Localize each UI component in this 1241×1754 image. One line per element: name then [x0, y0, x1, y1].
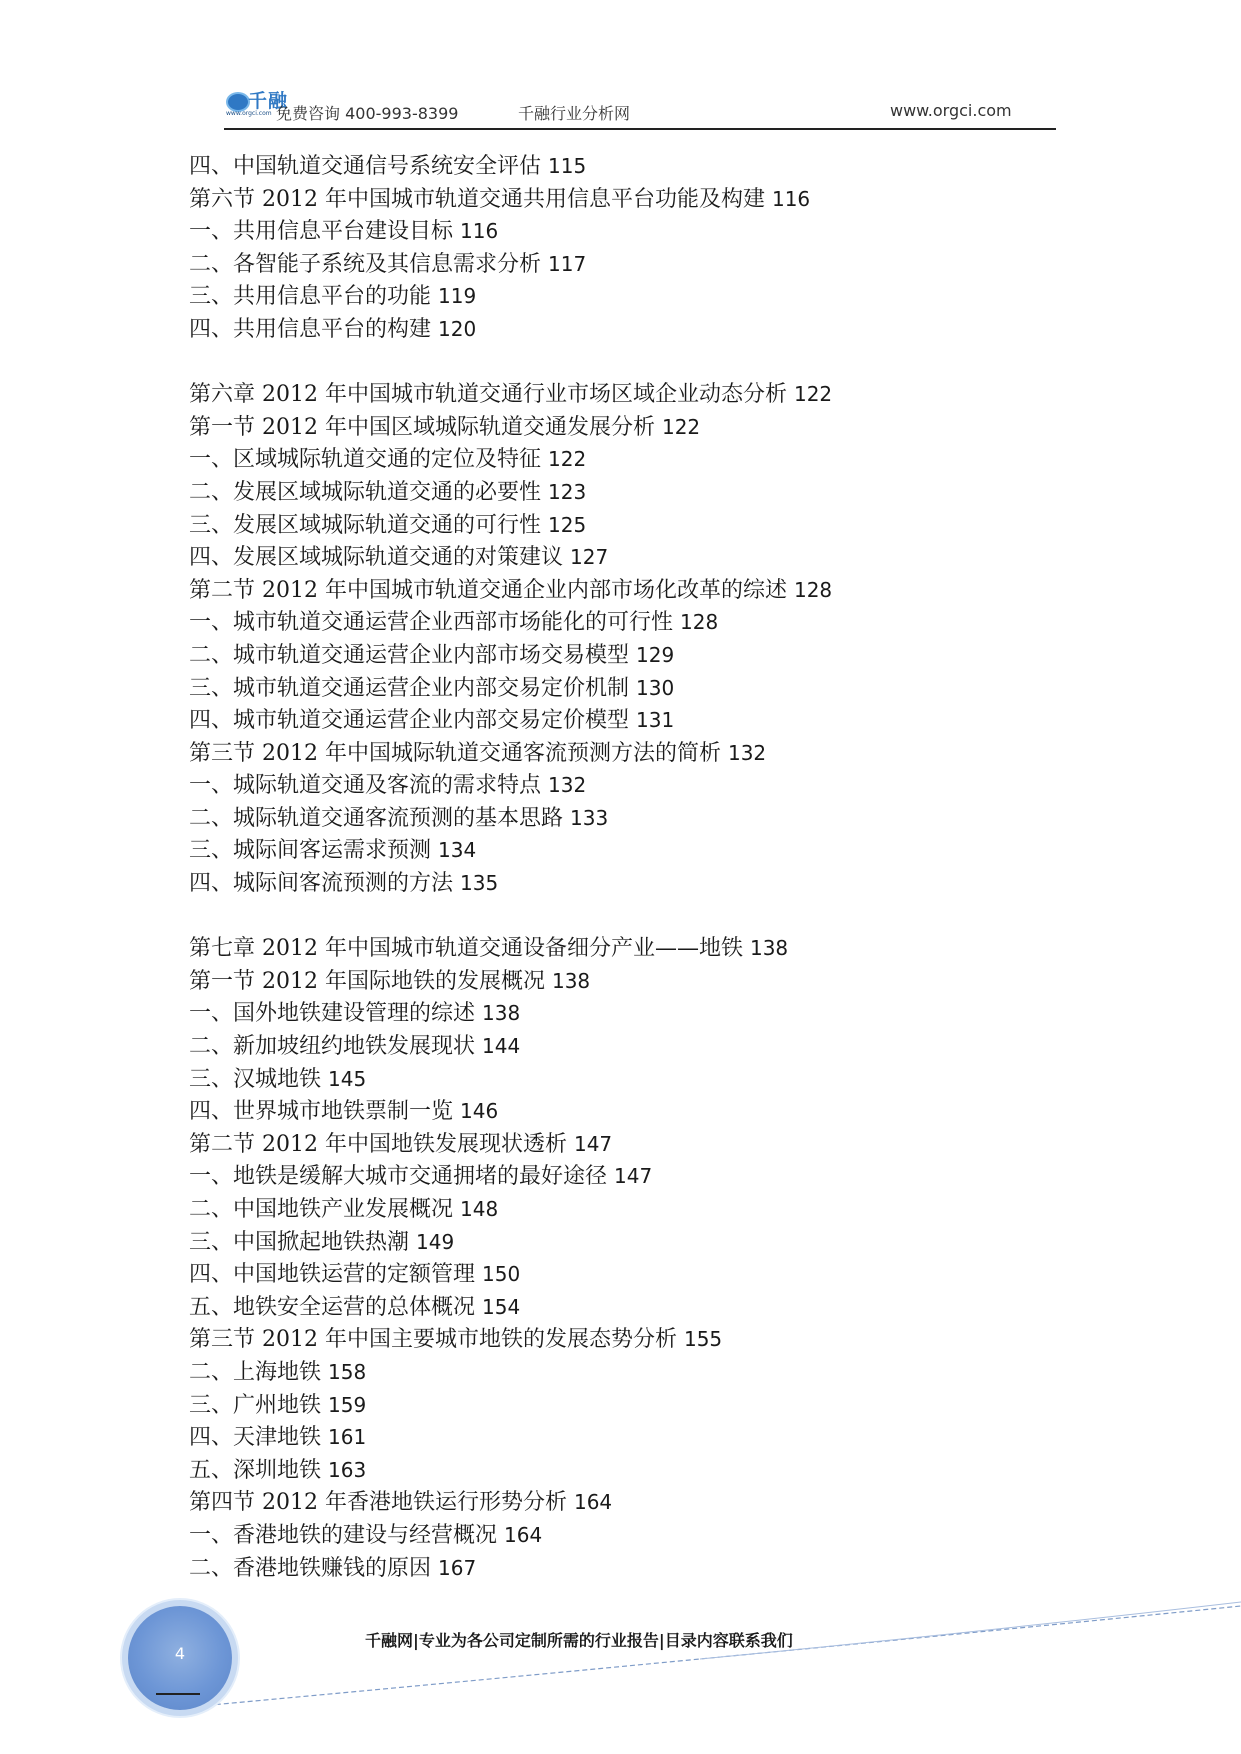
toc-entry-page: 167: [438, 1555, 477, 1580]
toc-entry-page: 147: [573, 1131, 613, 1156]
toc-entry-title: 四、发展区域城际轨道交通的对策建议: [189, 545, 564, 571]
toc-entry-title: 第七章 2012 年中国城市轨道交通设备细分产业——地铁: [189, 936, 743, 962]
toc-entry-page: 138: [551, 968, 591, 993]
toc-entry-page: 161: [328, 1425, 367, 1450]
toc-entry-page: 122: [661, 414, 701, 439]
toc-entry-title: 第三节 2012 年中国主要城市地铁的发展态势分析: [189, 1327, 677, 1353]
toc-entry-title: 三、发展区域城际轨道交通的可行性: [189, 512, 542, 538]
toc-entry-title: 二、新加坡纽约地铁发展现状: [189, 1034, 476, 1060]
toc-entry-title: 二、城际轨道交通客流预测的基本思路: [189, 805, 564, 831]
toc-entry-page: 138: [482, 1001, 521, 1026]
toc-entry-page: 123: [548, 479, 587, 504]
site-name: 千融行业分析网: [518, 104, 631, 123]
toc-entry-title: 三、中国掀起地铁热潮: [189, 1229, 410, 1255]
footer-slogan: 千融网|专业为各公司定制所需的行业报告|目录内容联系我们: [365, 1631, 793, 1650]
toc-entry-title: 二、上海地铁: [189, 1359, 322, 1385]
toc-entry-title: 一、城际轨道交通及客流的需求特点: [189, 773, 542, 799]
toc-entry-page: 164: [573, 1490, 613, 1515]
toc-entry-title: 二、香港地铁赚钱的原因: [189, 1555, 432, 1581]
toc-entry-page: 164: [504, 1522, 543, 1547]
toc-entry-title: 三、广州地铁: [189, 1392, 322, 1418]
toc-entry-title: 四、天津地铁: [189, 1425, 322, 1451]
toc-entry-page: 125: [548, 512, 587, 537]
toc-entry-page: 158: [328, 1359, 367, 1384]
toc-entry-title: 二、中国地铁产业发展概况: [189, 1197, 454, 1222]
toc-entry-title: 三、共用信息平台的功能: [189, 284, 432, 310]
page-number-underline: [156, 1693, 200, 1695]
toc-entry-page: 122: [793, 382, 833, 407]
toc-entry-page: 148: [460, 1197, 499, 1221]
toc-entry-page: 128: [793, 577, 833, 602]
toc-entry-title: 一、香港地铁的建设与经营概况: [189, 1522, 498, 1548]
toc-entry-page: 134: [438, 838, 477, 863]
toc-entry-page: 133: [570, 805, 609, 830]
website-link[interactable]: www.orgci.com: [890, 101, 1012, 120]
toc-entry-title: 第六节 2012 年中国城市轨道交通共用信息平台功能及构建: [189, 186, 765, 212]
logo-url: www.orgci.com: [226, 110, 272, 117]
toc-entry-page: 147: [614, 1164, 653, 1189]
toc-entry-title: 一、区域城际轨道交通的定位及特征: [189, 447, 542, 473]
toc-entry-title: 第一节 2012 年国际地铁的发展概况: [189, 968, 545, 994]
toc-entry-title: 第二节 2012 年中国城市轨道交通企业内部市场化改革的综述: [189, 577, 787, 603]
toc-entry-title: 五、地铁安全运营的总体概况: [189, 1294, 476, 1320]
toc-entry-title: 一、国外地铁建设管理的综述: [189, 1001, 476, 1027]
toc-entry-title: 四、世界城市地铁票制一览: [189, 1099, 454, 1125]
toc-entry-title: 第四节 2012 年香港地铁运行形势分析: [189, 1490, 567, 1516]
toc-entry-title: 第二节 2012 年中国地铁发展现状透析: [189, 1131, 567, 1157]
toc-entry-page: 128: [680, 610, 719, 635]
toc-entry-title: 三、城际间客运需求预测: [189, 838, 432, 864]
toc-entry-page: 132: [548, 773, 587, 798]
toc-entry-title: 五、深圳地铁: [189, 1457, 322, 1483]
toc-entry-title: 二、各智能子系统及其信息需求分析: [189, 251, 542, 277]
toc-entry-page: 129: [636, 642, 675, 667]
toc-entry-page: 146: [460, 1099, 499, 1124]
toc-entry-title: 二、城市轨道交通运营企业内部市场交易模型: [189, 642, 630, 668]
page-number: 4: [174, 1644, 186, 1663]
logo-text: 千融: [248, 90, 289, 112]
toc-entry-title: 第三节 2012 年中国城际轨道交通客流预测方法的简析: [189, 740, 721, 766]
toc-entry-page: 119: [438, 284, 477, 309]
toc-entry-title: 三、城市轨道交通运营企业内部交易定价机制: [189, 675, 630, 701]
toc-entry-page: 120: [438, 316, 477, 341]
toc-entry-page: 115: [548, 154, 587, 178]
toc-entry-page: 130: [636, 675, 675, 700]
toc-entry-page: 154: [482, 1294, 521, 1319]
toc-entry-title: 四、城市轨道交通运营企业内部交易定价模型: [189, 708, 630, 734]
toc-entry-page: 122: [548, 447, 587, 472]
toc-entry-title: 四、城际间客流预测的方法: [189, 871, 454, 897]
toc-entry-title: 四、中国地铁运营的定额管理: [189, 1262, 476, 1288]
toc-entry-title: 四、中国轨道交通信号系统安全评估: [189, 154, 542, 179]
toc-entry-title: 一、共用信息平台建设目标: [189, 219, 454, 245]
toc-entry-title: 第一节 2012 年中国区域城际轨道交通发展分析: [189, 414, 655, 440]
toc-entry-page: 127: [570, 545, 609, 570]
toc-entry-title: 一、地铁是缓解大城市交通拥堵的最好途径: [189, 1164, 608, 1190]
toc-entry-page: 132: [727, 740, 767, 765]
toc-entry-title: 一、城市轨道交通运营企业西部市场能化的可行性: [189, 610, 674, 636]
hotline-text: 免费咨询 400-993-8399: [276, 104, 459, 123]
toc-entry-page: 116: [460, 219, 499, 244]
toc-entry-title: 二、发展区域城际轨道交通的必要性: [189, 479, 542, 505]
toc-entry-page: 150: [482, 1262, 521, 1287]
toc-entry-page: 149: [416, 1229, 455, 1254]
toc-entry-title: 四、共用信息平台的构建: [189, 316, 432, 342]
toc-entry-page: 116: [771, 186, 811, 211]
toc-entry-title: 第六章 2012 年中国城市轨道交通行业市场区域企业动态分析: [189, 382, 787, 408]
toc-entry-page: 145: [328, 1066, 367, 1091]
footer-curve-line: [200, 1606, 1241, 1706]
toc-entry-page: 138: [749, 936, 789, 961]
toc-entry-page: 131: [636, 708, 675, 733]
toc-entry-page: 163: [328, 1457, 367, 1482]
toc-entry-page: 155: [683, 1327, 723, 1352]
toc-entry-page: 144: [482, 1034, 521, 1059]
toc-entry-page: 135: [460, 871, 499, 896]
toc-entry-page: 159: [328, 1392, 367, 1417]
toc-entry-title: 三、汉城地铁: [189, 1066, 322, 1092]
toc-entry-page: 117: [548, 251, 587, 276]
